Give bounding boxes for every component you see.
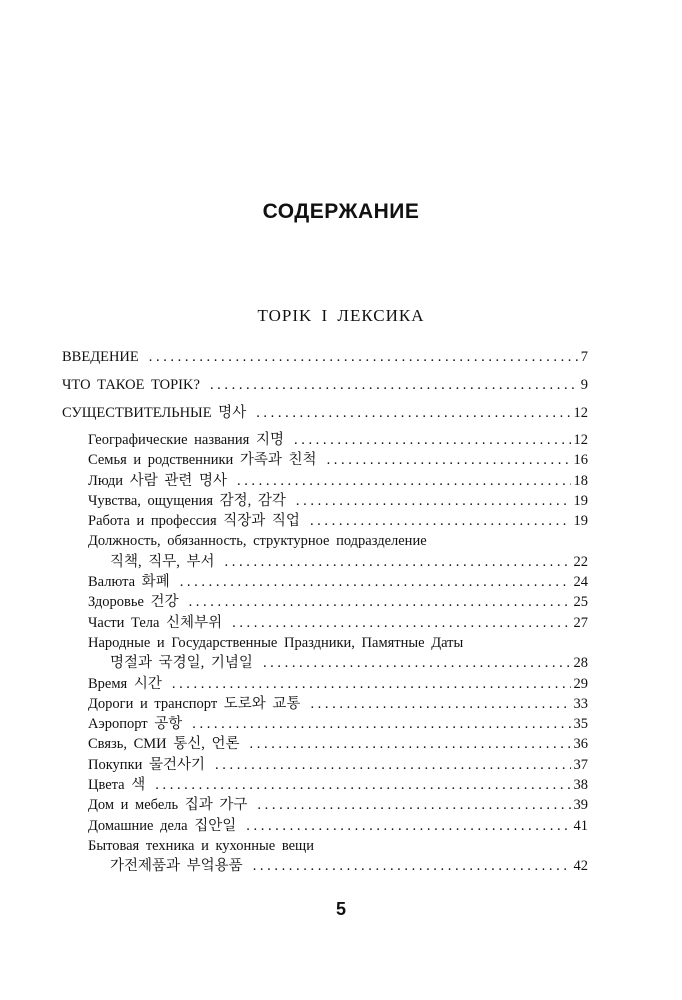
dot-leader [192, 714, 570, 734]
dot-leader [327, 450, 571, 470]
dot-leader [263, 653, 571, 673]
dot-leader [180, 572, 571, 592]
toc-subentry [62, 471, 588, 491]
toc-entry-continuation [62, 552, 588, 572]
toc-entry-label: Покупки 물건사기 [88, 756, 206, 773]
toc-entry-label: Части Тела 신체부위 [88, 614, 223, 631]
toc-entry-page: 28 [573, 655, 588, 672]
toc-entry-label: Дом и мебель 집과 가구 [88, 797, 248, 814]
toc-entry-page: 41 [573, 817, 588, 834]
toc-entry-page: 24 [573, 574, 588, 591]
toc-entry-label: Бытовая техника и кухонные вещи [88, 837, 314, 854]
page-number: 5 [335, 899, 346, 919]
toc-entry-title-line [62, 633, 588, 653]
toc-entry-page: 25 [573, 594, 588, 611]
toc-subentry [62, 734, 588, 754]
toc-entry [62, 402, 588, 430]
toc-entry-label: Здоровье 건강 [88, 594, 179, 611]
dot-leader [250, 734, 571, 754]
dot-leader [237, 471, 571, 491]
toc-subentry [62, 511, 588, 531]
dot-leader [155, 775, 570, 795]
toc-entry-continuation [62, 653, 588, 673]
dot-leader [149, 346, 578, 368]
toc-entry-page: 19 [573, 513, 588, 530]
toc-entry-title-line [62, 531, 588, 551]
dot-leader [232, 613, 570, 633]
toc-entry-page: 27 [573, 614, 588, 631]
toc-entry-page: 7 [580, 349, 588, 365]
toc-entry-label: Домашние дела 집안일 [88, 817, 237, 834]
toc-entry-page: 22 [573, 553, 588, 570]
toc-entry-continuation [62, 856, 588, 876]
toc-entry-label: Цвета 색 [88, 777, 146, 794]
dot-leader [256, 402, 570, 424]
toc-entry [62, 346, 588, 374]
toc-entry-label: Работа и профессия 직장과 직업 [88, 513, 300, 530]
toc-entry-page: 38 [573, 777, 588, 794]
dot-leader [225, 552, 571, 572]
toc-entry-page: 39 [573, 797, 588, 814]
toc-entry-label: СУЩЕСТВИТЕЛЬНЫЕ 명사 [62, 405, 247, 421]
toc-entry-label: Должность, обязанность, структурное подразделение [88, 533, 427, 550]
toc-entry-page: 16 [573, 452, 588, 469]
toc-subentry [62, 491, 588, 511]
toc-subentry [62, 450, 588, 470]
toc-entry-label: 명절과 국경일, 기념일 [110, 655, 253, 672]
toc-subentry [62, 795, 588, 815]
toc-entry-label: Связь, СМИ 통신, 언론 [88, 736, 240, 753]
dot-leader [296, 491, 571, 511]
dot-leader [257, 795, 570, 815]
dot-leader [215, 755, 570, 775]
toc-subentry [62, 714, 588, 734]
toc-entry-label: Люди 사람 관련 명사 [88, 472, 227, 489]
toc-subentry [62, 572, 588, 592]
toc-entry-label: 직책, 직무, 부서 [110, 553, 215, 570]
toc-subentry [62, 674, 588, 694]
toc-entry-page: 42 [573, 858, 588, 875]
toc-subentry [62, 592, 588, 612]
toc-entry-label: 가전제품과 부엌용품 [110, 858, 243, 875]
toc-entry-title-line [62, 836, 588, 856]
dot-leader [253, 856, 571, 876]
toc-subentry [62, 775, 588, 795]
page-title: СОДЕРЖАНИЕ [262, 200, 420, 223]
dot-leader [246, 816, 570, 836]
dot-leader [310, 694, 570, 714]
toc-entry-page: 12 [573, 432, 588, 448]
toc-entry-page: 37 [573, 756, 588, 773]
dot-leader [189, 592, 571, 612]
toc-entry-label: Аэропорт 공항 [88, 716, 183, 733]
toc-entry-page: 19 [573, 492, 588, 509]
toc-subentry [62, 816, 588, 836]
toc-subentry [62, 613, 588, 633]
toc-entry-label: Семья и родственники 가족과 친척 [88, 452, 317, 469]
toc-entry-label: Валюта 화폐 [88, 574, 170, 591]
toc-entry-page: 33 [573, 695, 588, 712]
toc-subentry [62, 430, 588, 450]
dot-leader [310, 511, 571, 531]
toc-entry-page: 35 [573, 716, 588, 733]
table-of-contents [62, 346, 588, 877]
toc-subentry [62, 694, 588, 714]
toc-entry-page: 12 [573, 405, 588, 421]
toc-entry-label: Народные и Государственные Праздники, Памятные Даты [88, 634, 464, 651]
toc-entry-label: Дороги и транспорт 도로와 교통 [88, 695, 301, 712]
toc-entry-page: 18 [573, 472, 588, 489]
toc-entry-label: Географические названия 지명 [88, 432, 284, 448]
dot-leader [210, 374, 578, 396]
dot-leader [172, 674, 571, 694]
toc-entry-page: 9 [580, 377, 588, 393]
toc-entry-page: 29 [573, 675, 588, 692]
toc-entry-label: Время 시간 [88, 675, 162, 692]
toc-entry-label: Чувства, ощущения 감정, 감각 [88, 492, 286, 509]
dot-leader [294, 430, 571, 450]
section-heading: TOPIK I ЛЕКСИКА [257, 306, 425, 325]
toc-entry [62, 374, 588, 402]
toc-entry-page: 36 [573, 736, 588, 753]
toc-entry-label: ЧТО ТАКОЕ TOPIK? [62, 377, 200, 393]
toc-subentry [62, 755, 588, 775]
toc-entry-label: ВВЕДЕНИЕ [62, 349, 139, 365]
